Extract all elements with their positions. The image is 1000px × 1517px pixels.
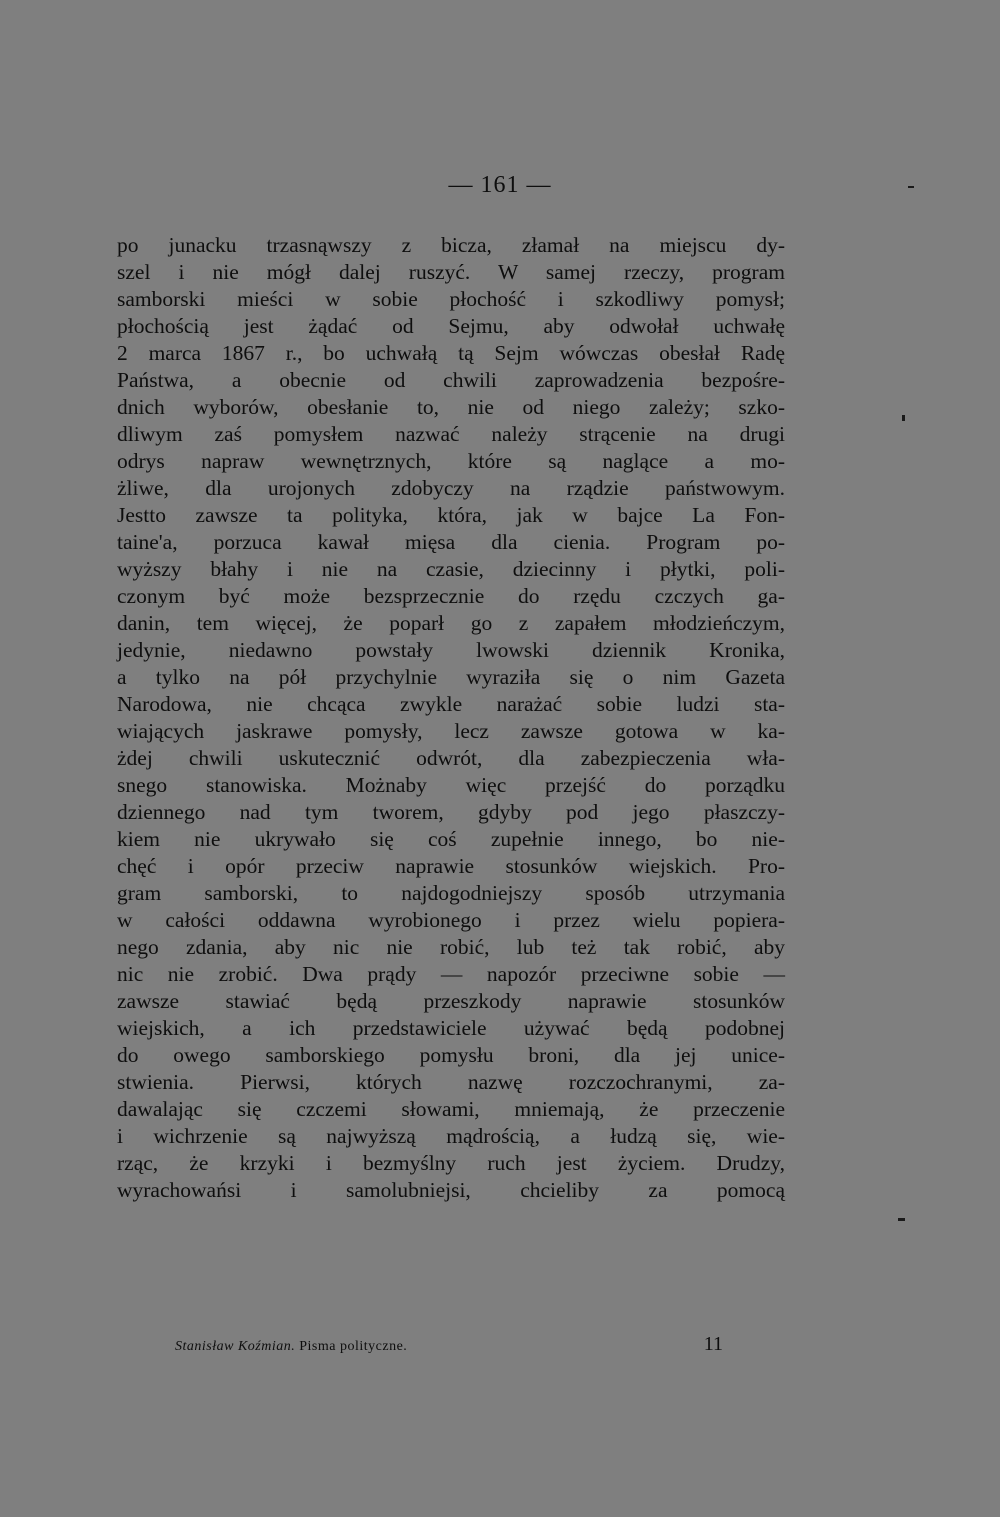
- text-line: dnich wyborów, obesłanie to, nie od niego zależy; szko-: [117, 395, 785, 419]
- text-line: w całości oddawna wyrobionego i przez wielu popiera-: [117, 908, 785, 932]
- text-line: snego stanowiska. Możnaby więc przejść do porządku: [117, 773, 785, 797]
- scan-speck: [908, 186, 914, 188]
- text-line: 2 marca 1867 r., bo uchwałą tą Sejm wówczas obesłał Radę: [117, 341, 785, 365]
- text-line: płochością jest żądać od Sejmu, aby odwołał uchwałę: [117, 314, 785, 338]
- scan-speck: [898, 1218, 905, 1221]
- text-line: chęć i opór przeciw naprawie stosunków wiejskich. Pro-: [117, 854, 785, 878]
- text-line: rząc, że krzyki i bezmyślny ruch jest życiem. Drudzy,: [117, 1151, 785, 1175]
- text-line: odrys napraw wewnętrznych, które są naglące a mo-: [117, 449, 785, 473]
- text-line: wiających jaskrawe pomysły, lecz zawsze gotowa w ka-: [117, 719, 785, 743]
- text-line: po junacku trzasnąwszy z bicza, złamał na miejscu dy-: [117, 233, 785, 257]
- text-line: wiejskich, a ich przedstawiciele używać będą podobnej: [117, 1016, 785, 1040]
- text-line: stwienia. Pierwsi, których nazwę rozczochranymi, za-: [117, 1070, 785, 1094]
- text-line: i wichrzenie są najwyższą mądrością, a łudzą się, wie-: [117, 1124, 785, 1148]
- text-line: jedynie, niedawno powstały lwowski dziennik Kronika,: [117, 638, 785, 662]
- text-line: Jestto zawsze ta polityka, która, jak w bajce La Fon-: [117, 503, 785, 527]
- text-line: czonym być może bezsprzecznie do rzędu czczych ga-: [117, 584, 785, 608]
- text-line: zawsze stawiać będą przeszkody naprawie stosunków: [117, 989, 785, 1013]
- footer-credit: [175, 1339, 407, 1355]
- signature-mark: 11: [703, 1333, 723, 1355]
- text-line: nego zdania, aby nic nie robić, lub też tak robić, aby: [117, 935, 785, 959]
- text-line: dliwym zaś pomysłem nazwać należy strącenie na drugi: [117, 422, 785, 446]
- text-line: żliwe, dla urojonych zdobyczy na rządzie państwowym.: [117, 476, 785, 500]
- footer-author: Stanisław Koźmian.: [175, 1339, 296, 1354]
- text-line: taine'a, porzuca kawał mięsa dla cienia. Program po-: [117, 530, 785, 554]
- text-line: nic nie zrobić. Dwa prądy — napozór przeciwne sobie —: [117, 962, 785, 986]
- page-number: — 161 —: [448, 172, 552, 198]
- text-line: wyższy błahy i nie na czasie, dziecinny i płytki, poli-: [117, 557, 785, 581]
- text-line: Państwa, a obecnie od chwili zaprowadzenia bezpośre-: [117, 368, 785, 392]
- text-line: wyrachowańsi i samolubniejsi, chcieliby za pomocą: [117, 1178, 785, 1202]
- text-line: szel i nie mógł dalej ruszyć. W samej rzeczy, program: [117, 260, 785, 284]
- text-line: a tylko na pół przychylnie wyraziła się o nim Gazeta: [117, 665, 785, 689]
- text-line: Narodowa, nie chcąca zwykle narażać sobie ludzi sta-: [117, 692, 785, 716]
- text-line: kiem nie ukrywało się coś zupełnie innego, bo nie-: [117, 827, 785, 851]
- text-line: dawalając się czczemi słowami, mniemają, że przeczenie: [117, 1097, 785, 1121]
- text-line: gram samborski, to najdogodniejszy sposób utrzymania: [117, 881, 785, 905]
- scan-speck: [902, 415, 905, 421]
- body-text: [117, 232, 785, 1204]
- text-line: do owego samborskiego pomysłu broni, dla jej unice-: [117, 1043, 785, 1067]
- footer-title: Pisma polityczne.: [299, 1339, 408, 1354]
- text-line: dziennego nad tym tworem, gdyby pod jego płaszczy-: [117, 800, 785, 824]
- text-line: samborski mieści w sobie płochość i szkodliwy pomysł;: [117, 287, 785, 311]
- text-line: danin, tem więcej, że poparł go z zapałem młodzieńczym,: [117, 611, 785, 635]
- text-line: żdej chwili uskutecznić odwrót, dla zabezpieczenia wła-: [117, 746, 785, 770]
- page-footer: [175, 1333, 723, 1356]
